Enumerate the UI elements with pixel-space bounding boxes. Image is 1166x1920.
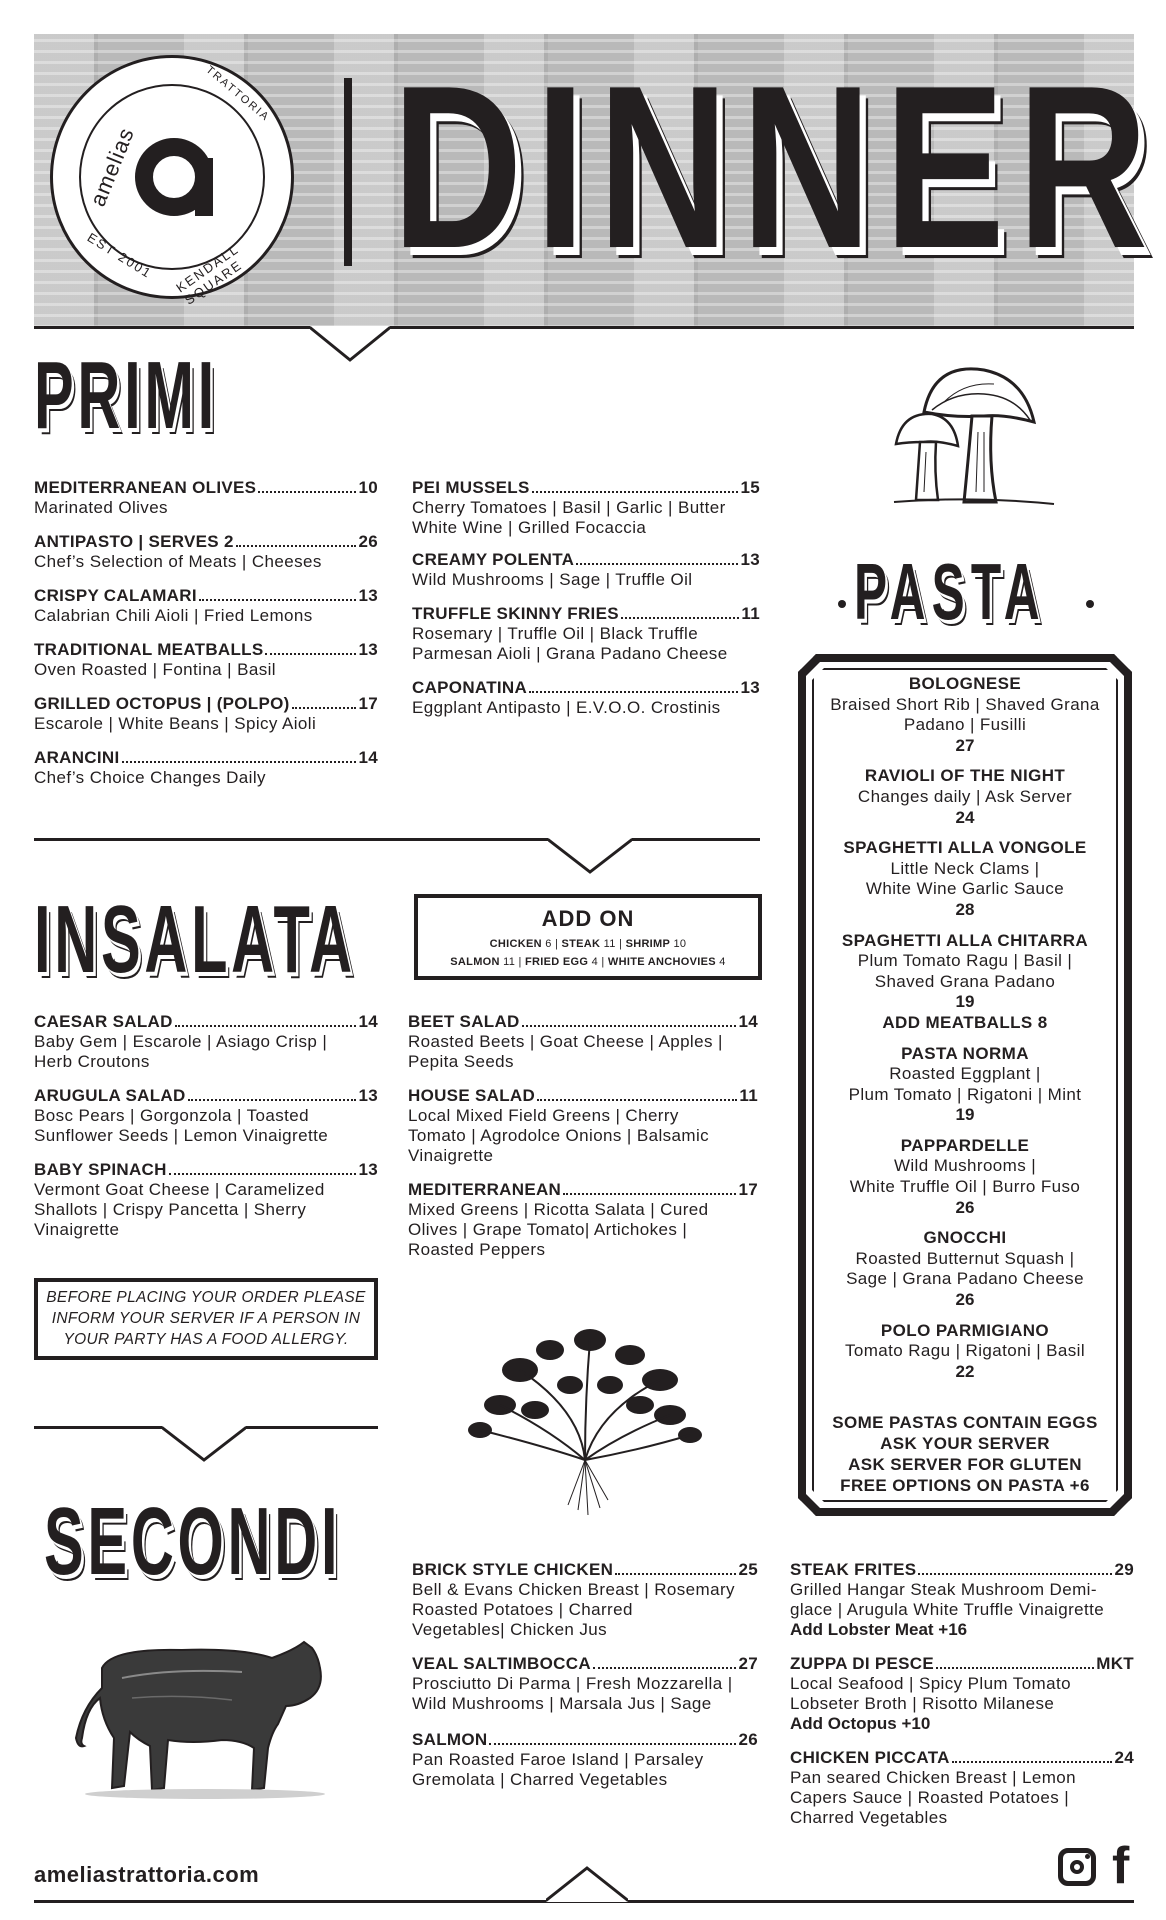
item-price: 13 <box>358 640 378 659</box>
item-name: ARUGULA SALAD <box>34 1086 186 1105</box>
dot-leader <box>576 550 738 565</box>
dot-leader <box>918 1560 1112 1575</box>
section-title-insalata: INSALATA <box>34 886 356 993</box>
item-description: Rosemary | Truffle Oil | Black Truffle <box>412 624 699 643</box>
item-description: Prosciutto Di Parma | Fresh Mozzarella | <box>412 1674 733 1693</box>
pasta-list <box>818 674 1112 1392</box>
add-on-price: 4 <box>715 956 726 968</box>
dot-leader <box>615 1560 736 1575</box>
item-description: Chef’s Selection of Meats | Cheeses <box>34 552 322 571</box>
website-link[interactable]: ameliastrattoria.com <box>34 1862 260 1887</box>
item-description: Oven Roasted | Fontina | Basil <box>34 660 276 679</box>
add-on-price: 6 <box>541 938 552 950</box>
pasta-price: 27 <box>955 735 975 755</box>
primi-item <box>34 640 378 680</box>
item-name: ANTIPASTO | SERVES 2 <box>34 532 234 551</box>
item-description: Wild Mushrooms | Marsala Jus | Sage <box>412 1694 712 1713</box>
primi-item <box>412 604 760 664</box>
primi-item <box>34 478 378 518</box>
pasta-description: Little Neck Clams | <box>890 858 1040 878</box>
item-price: 29 <box>1114 1560 1134 1579</box>
dot-leader <box>593 1654 737 1669</box>
secondi-item <box>790 1654 1134 1734</box>
item-description: Mixed Greens | Ricotta Salata | Cured <box>408 1200 709 1219</box>
item-price: 14 <box>358 1012 378 1031</box>
add-on-price: 11 <box>600 938 616 950</box>
item-name: HOUSE SALAD <box>408 1086 536 1105</box>
pasta-price: 28 <box>955 899 975 919</box>
allergy-line: BEFORE PLACING YOUR ORDER PLEASE <box>46 1289 366 1306</box>
facebook-icon[interactable]: f <box>1112 1837 1130 1895</box>
pasta-description: Roasted Eggplant | <box>889 1064 1041 1084</box>
pasta-addon: ADD MEATBALLS 8 <box>882 1012 1048 1032</box>
item-description: Baby Gem | Escarole | Asiago Crisp | <box>34 1032 328 1051</box>
add-on-name: SALMON <box>450 956 500 968</box>
item-description: glace | Arugula White Truffle Vinaigrette <box>790 1600 1105 1619</box>
header-divider <box>34 326 1134 329</box>
insalata-item <box>408 1012 758 1072</box>
item-description: Calabrian Chili Aioli | Fried Lemons <box>34 606 313 625</box>
item-description: Bosc Pears | Gorgonzola | Toasted <box>34 1106 309 1125</box>
pasta-item <box>818 838 1112 920</box>
item-description: Vegetables| Chicken Jus <box>412 1620 608 1639</box>
pasta-price: 26 <box>955 1290 975 1310</box>
dot-leader <box>952 1748 1113 1763</box>
item-addon: Add Lobster Meat +16 <box>790 1620 968 1639</box>
add-on-price: 11 <box>499 956 516 968</box>
item-price: 24 <box>1114 1748 1134 1767</box>
add-on-line-2 <box>418 956 758 968</box>
pasta-price: 19 <box>955 992 975 1012</box>
insalata-item <box>408 1180 758 1260</box>
insalata-notch <box>548 838 632 878</box>
item-description: Escarole | White Beans | Spicy Aioli <box>34 714 317 733</box>
item-price: 13 <box>358 586 378 605</box>
secondi-item <box>412 1654 758 1714</box>
section-title-primi: PRIMI <box>34 342 218 449</box>
dot-leader <box>532 478 739 493</box>
dot-leader <box>258 478 356 493</box>
separator: | <box>598 956 608 968</box>
item-header <box>34 640 378 660</box>
item-price: 14 <box>738 1012 758 1031</box>
pasta-price: 26 <box>955 1197 975 1217</box>
item-description: Sunflower Seeds | Lemon Vinaigrette <box>34 1126 329 1145</box>
pasta-note-line: FREE OPTIONS ON PASTA +6 <box>840 1476 1090 1495</box>
pasta-description: Changes daily | Ask Server <box>857 786 1073 806</box>
item-header <box>34 1086 378 1106</box>
item-header <box>34 532 378 552</box>
secondi-item <box>412 1730 758 1790</box>
footer-notch <box>546 1862 628 1902</box>
primi-item <box>34 532 378 572</box>
item-price: 13 <box>740 550 760 569</box>
pasta-item <box>818 766 1112 828</box>
add-on-box <box>414 894 762 980</box>
dot-leader <box>188 1086 357 1101</box>
item-name: ZUPPA DI PESCE <box>790 1654 935 1673</box>
item-header <box>412 1730 758 1750</box>
item-description: Vinaigrette <box>408 1146 494 1165</box>
item-name: TRUFFLE SKINNY FRIES <box>412 604 619 623</box>
item-price: 13 <box>740 678 760 697</box>
add-on-name: WHITE ANCHOVIES <box>607 956 716 968</box>
herb-illustration <box>460 1310 710 1520</box>
item-price: MKT <box>1096 1654 1134 1673</box>
pasta-item <box>818 674 1112 756</box>
pasta-name: SPAGHETTI ALLA CHITARRA <box>841 930 1089 950</box>
secondi-notch <box>162 1426 246 1466</box>
item-description: Bell & Evans Chicken Breast | Rosemary <box>412 1580 735 1599</box>
pasta-name: SPAGHETTI ALLA VONGOLE <box>843 838 1087 858</box>
add-on-title: ADD ON <box>541 906 635 931</box>
primi-item <box>412 550 760 590</box>
item-name: BABY SPINACH <box>34 1160 167 1179</box>
item-description: Roasted Peppers <box>408 1240 546 1259</box>
pasta-name: BOLOGNESE <box>908 674 1022 693</box>
add-on-name: CHICKEN <box>489 938 542 950</box>
item-name: CRISPY CALAMARI <box>34 586 197 605</box>
dot-leader <box>537 1086 737 1101</box>
insalata-item <box>34 1160 378 1240</box>
item-price: 15 <box>740 478 760 497</box>
secondi-item <box>790 1748 1134 1828</box>
separator: | <box>551 938 562 950</box>
secondi-item <box>412 1560 758 1640</box>
item-price: 27 <box>738 1654 758 1673</box>
dot-leader <box>199 586 357 601</box>
item-header <box>408 1012 758 1032</box>
item-price: 25 <box>738 1560 758 1579</box>
item-price: 11 <box>741 604 760 623</box>
item-description: Wild Mushrooms | Sage | Truffle Oil <box>412 570 693 589</box>
item-header <box>408 1180 758 1200</box>
instagram-icon[interactable] <box>1058 1848 1096 1886</box>
dot-leader <box>169 1160 357 1175</box>
add-on-name: STEAK <box>561 938 601 950</box>
dot-leader <box>236 532 357 547</box>
insalata-item <box>34 1086 378 1146</box>
add-on-name: FRIED EGG <box>525 956 589 968</box>
item-name: CREAMY POLENTA <box>412 550 575 569</box>
allergy-line: YOUR PARTY HAS A FOOD ALLERGY. <box>63 1331 349 1348</box>
page-title: DINNER <box>392 38 1161 297</box>
pasta-item <box>818 1228 1112 1310</box>
mushroom-illustration <box>884 352 1064 512</box>
item-name: STEAK FRITES <box>790 1560 917 1579</box>
item-name: VEAL SALTIMBOCCA <box>412 1654 591 1673</box>
pasta-description: Roasted Butternut Squash | <box>855 1248 1075 1268</box>
item-description: Roasted Beets | Goat Cheese | Apples | <box>408 1032 723 1051</box>
header-notch <box>310 326 390 366</box>
item-header <box>412 550 760 570</box>
pasta-description: White Truffle Oil | Burro Fuso <box>849 1177 1081 1197</box>
item-description: Pan Roasted Faroe Island | Parsaley <box>412 1750 704 1769</box>
item-header <box>34 694 378 714</box>
primi-item <box>34 586 378 626</box>
item-header <box>34 586 378 606</box>
item-description: Vermont Goat Cheese | Caramelized <box>34 1180 325 1199</box>
item-description: Pan seared Chicken Breast | Lemon <box>790 1768 1076 1787</box>
primi-item <box>34 694 378 734</box>
pasta-description: Padano | Fusilli <box>903 715 1027 735</box>
item-name: ARANCINI <box>34 748 120 767</box>
item-description: Gremolata | Charred Vegetables <box>412 1770 668 1789</box>
pasta-price: 24 <box>955 807 975 827</box>
item-description: Local Seafood | Spicy Plum Tomato <box>790 1674 1071 1693</box>
pasta-item <box>818 1136 1112 1218</box>
item-description: Charred Vegetables <box>790 1808 948 1827</box>
pasta-description: Plum Tomato | Rigatoni | Mint <box>848 1084 1082 1104</box>
item-description: Cherry Tomatoes | Basil | Garlic | Butter <box>412 498 726 517</box>
logo-monogram-stem <box>195 158 213 216</box>
pasta-description: Wild Mushrooms | <box>893 1156 1037 1176</box>
item-name: MEDITERRANEAN <box>408 1180 562 1199</box>
item-name: CAPONATINA <box>412 678 528 697</box>
item-name: MEDITERRANEAN OLIVES <box>34 478 257 497</box>
pasta-price: 19 <box>955 1105 975 1125</box>
dot-leader <box>621 604 740 619</box>
primi-item <box>412 678 760 718</box>
add-on-line-1 <box>418 938 758 950</box>
item-price: 10 <box>358 478 378 497</box>
item-price: 13 <box>358 1160 378 1179</box>
item-description: Capers Sauce | Roasted Potatoes | <box>790 1788 1070 1807</box>
item-header <box>34 1012 378 1032</box>
item-header <box>412 678 760 698</box>
pasta-note-line: ASK SERVER FOR GLUTEN <box>848 1455 1082 1474</box>
add-on-price: 4 <box>588 956 599 968</box>
pasta-price: 22 <box>955 1361 975 1381</box>
title-bar <box>344 78 352 266</box>
dot-leader <box>936 1654 1094 1669</box>
insalata-item <box>408 1086 758 1166</box>
dot-leader <box>522 1012 737 1027</box>
dot-leader <box>529 678 738 693</box>
add-on-price: 10 <box>670 938 687 950</box>
item-name: PEI MUSSELS <box>412 478 530 497</box>
dot-leader <box>563 1180 736 1195</box>
dot-leader <box>265 640 356 655</box>
item-header <box>34 748 378 768</box>
item-description: Tomato | Agrodolce Onions | Balsamic <box>408 1126 710 1145</box>
dot-leader <box>122 748 357 763</box>
item-description: Herb Croutons <box>34 1052 150 1071</box>
item-header <box>412 1560 758 1580</box>
separator: | <box>615 938 626 950</box>
item-description: Shallots | Crispy Pancetta | Sherry <box>34 1200 307 1219</box>
allergy-notice <box>34 1278 378 1360</box>
item-name: BEET SALAD <box>408 1012 520 1031</box>
item-name: TRADITIONAL MEATBALLS <box>34 640 264 659</box>
section-title-pasta: PASTA <box>854 547 1046 636</box>
primi-item <box>34 748 378 788</box>
pasta-note <box>818 1412 1112 1496</box>
logo-sub: TRATTORIA <box>203 63 272 125</box>
pasta-description: Sage | Grana Padano Cheese <box>846 1269 1084 1289</box>
pasta-description: Shaved Grana Padano <box>874 971 1056 991</box>
pasta-item <box>818 1321 1112 1383</box>
item-description: Vinaigrette <box>34 1220 120 1239</box>
item-name: GRILLED OCTOPUS | (POLPO) <box>34 694 290 713</box>
item-header <box>412 604 760 624</box>
pasta-name: GNOCCHI <box>923 1228 1007 1248</box>
item-price: 11 <box>739 1086 758 1105</box>
item-description: Pepita Seeds <box>408 1052 514 1071</box>
item-header <box>34 1160 378 1180</box>
item-header <box>412 478 760 498</box>
item-description: Marinated Olives <box>34 498 168 517</box>
dot-leader <box>175 1012 357 1027</box>
item-description: Olives | Grape Tomato| Artichokes | <box>408 1220 688 1239</box>
instagram-lens <box>1070 1860 1084 1874</box>
item-header <box>408 1086 758 1106</box>
item-description: Grilled Hangar Steak Mushroom Demi- <box>790 1580 1097 1599</box>
item-name: SALMON <box>412 1730 488 1749</box>
pasta-name: RAVIOLI OF THE NIGHT <box>864 766 1066 786</box>
item-description: Roasted Potatoes | Charred <box>412 1600 633 1619</box>
item-price: 17 <box>738 1180 758 1199</box>
pasta-item <box>818 931 1112 1034</box>
item-price: 26 <box>738 1730 758 1749</box>
item-header <box>790 1748 1134 1768</box>
instagram-dot <box>1085 1854 1090 1859</box>
item-price: 17 <box>358 694 378 713</box>
separator: | <box>515 956 526 968</box>
item-price: 14 <box>358 748 378 767</box>
item-description: Local Mixed Field Greens | Cherry <box>408 1106 679 1125</box>
item-description: Chef’s Choice Changes Daily <box>34 768 266 787</box>
pasta-item <box>818 1044 1112 1126</box>
item-header <box>34 478 378 498</box>
item-description: Eggplant Antipasto | E.V.O.O. Crostinis <box>412 698 721 717</box>
pasta-name: PAPPARDELLE <box>900 1135 1030 1155</box>
item-description: Lobseter Broth | Risotto Milanese <box>790 1694 1055 1713</box>
insalata-divider <box>34 838 760 841</box>
pasta-description: Tomato Ragu | Rigatoni | Basil <box>844 1341 1086 1361</box>
item-name: CAESAR SALAD <box>34 1012 173 1031</box>
item-header <box>790 1654 1134 1674</box>
secondi-item <box>790 1560 1134 1640</box>
item-price: 13 <box>358 1086 378 1105</box>
item-name: CHICKEN PICCATA <box>790 1748 950 1767</box>
pasta-name: POLO PARMIGIANO <box>880 1320 1050 1340</box>
section-title-secondi: SECONDI <box>44 1488 342 1595</box>
pasta-description: Braised Short Rib | Shaved Grana <box>830 694 1100 714</box>
item-name: BRICK STYLE CHICKEN <box>412 1560 614 1579</box>
pasta-note-line: SOME PASTAS CONTAIN EGGS <box>832 1413 1098 1432</box>
item-description: White Wine | Grilled Focaccia <box>412 518 647 537</box>
item-description: Parmesan Aioli | Grana Padano Cheese <box>412 644 728 663</box>
item-header <box>790 1560 1134 1580</box>
add-on-name: SHRIMP <box>625 938 671 950</box>
dot-leader <box>489 1730 736 1745</box>
pasta-note-line: ASK YOUR SERVER <box>880 1434 1050 1453</box>
primi-item <box>412 478 760 538</box>
item-price: 26 <box>358 532 378 551</box>
logo-name: amelias <box>84 123 140 210</box>
item-header <box>412 1654 758 1674</box>
logo <box>50 55 294 308</box>
allergy-line: INFORM YOUR SERVER IF A PERSON IN <box>51 1310 361 1327</box>
item-addon: Add Octopus +10 <box>790 1714 931 1733</box>
pasta-description: Plum Tomato Ragu | Basil | <box>857 951 1073 971</box>
logo-est: EST 2001 <box>84 229 155 282</box>
dot-leader <box>292 694 357 709</box>
pasta-description: White Wine Garlic Sauce <box>865 879 1065 899</box>
bull-illustration <box>72 1628 338 1802</box>
logo-place: KENDALL SQUARE <box>173 241 246 308</box>
insalata-item <box>34 1012 378 1072</box>
pasta-name: PASTA NORMA <box>901 1043 1029 1063</box>
